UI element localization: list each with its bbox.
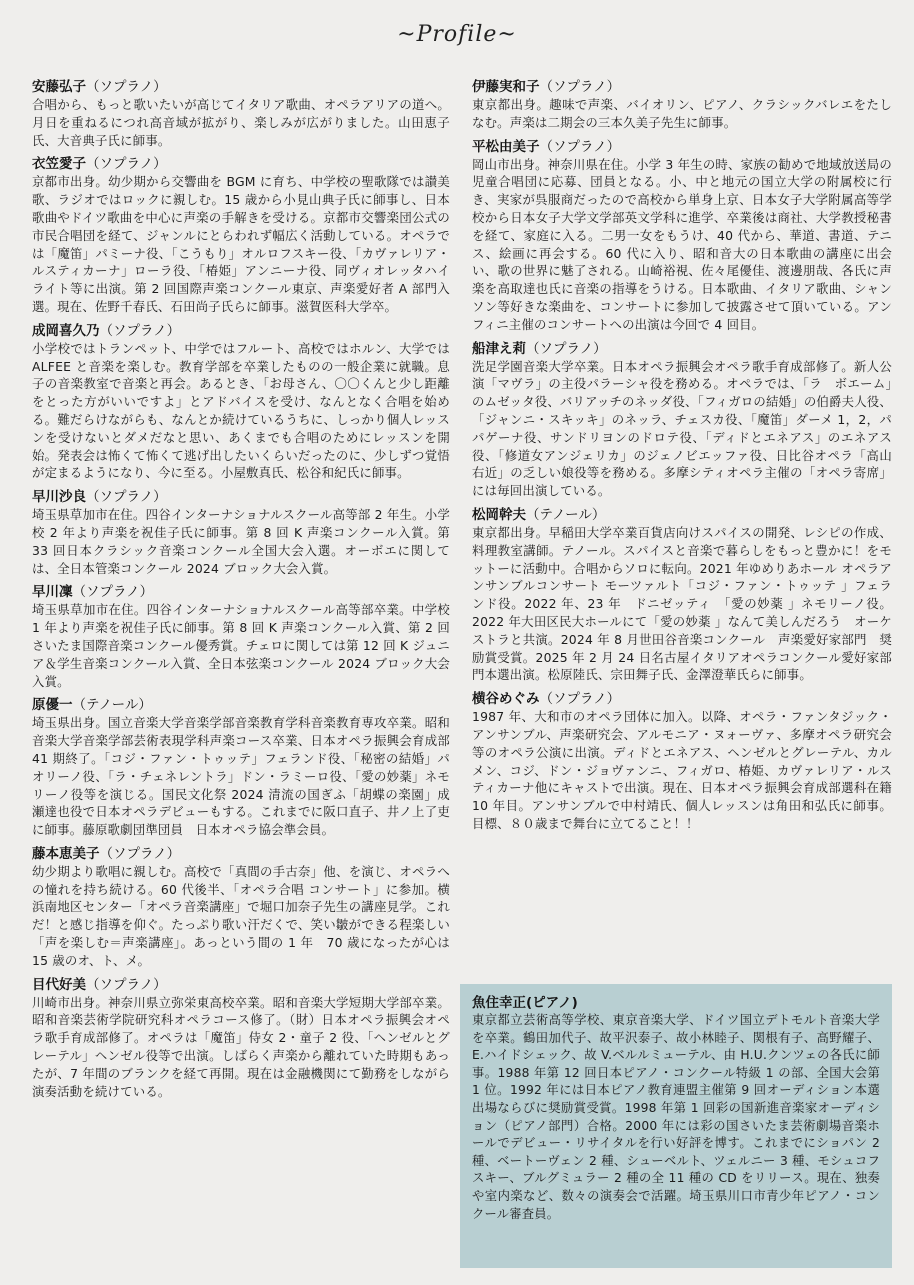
performer-name: 早川凜（ソプラノ） bbox=[32, 584, 154, 601]
performer-bio: 京都市出身。幼少期から交響曲を BGM に育ち、中学校の聖歌隊では讃美歌、ラジオではロックに親しむ。15 歳から小見山典子氏に師事し、日本歌曲やドイツ歌曲を中心に声楽の手解きを受ける。京都市交響楽団公式の市民合唱団を経て、ジャンルにとらわれず幅広く活動している。オペラでは「魔笛」パミーナ役、「こうもり」オルロフスキー役、「カヴァレリア・ルスティカーナ」ローラ役、「椿姫」アンニーナ役、同ヴィオレッタハイライト等に出演。第 2 回国際声楽コンクール東京、声楽愛好者 A 部門入選。現在、佐野千春氏、石田尚子氏らに師事。滋賀医科大学卒。 bbox=[32, 174, 450, 314]
voice-part: （ソプラノ） bbox=[99, 322, 181, 339]
performer-bio: 小学校ではトランペット、中学ではフルート、高校ではホルン、大学では ALFEE と音楽を楽しむ。教育学部を卒業したものの一般企業に就職。息子の音楽教室で音楽と再会。あるとき、「お母さん、〇〇くんと少し距離をとった方がいいですよ」とアドバイスを受け、なんとなく合唱を始める。難だらけながらも、なんとか続けているうちに、しっかり個人レッスンを受けないとダメだなと思い、あくまでも合唱のためにレッスンを開始。発表会は怖くて怖くて逃げ出したいくらいだったのに、少しずつ覚悟が定まるようになり、今に至る。小屋敷真氏、松谷和紀氏に師事。 bbox=[32, 340, 450, 481]
performer-name: 原優一（テノール） bbox=[32, 697, 152, 714]
profile-hara bbox=[32, 696, 450, 839]
voice-part: （ソプラノ） bbox=[526, 340, 607, 357]
performer-bio: 岡山市出身。神奈川県在住。小学 3 年生の時、家族の勧めで地域放送局の児童合唱団に応募、団員となる。小、中と地元の国立大学の附属校に行き、実家が呉服商だったので高校から単身上京、日本女子大学附属高等学校から日本女子大学文学部英文学科に進学、卒業後は商社、大学教授秘書を経て、家庭に入る。二男一女をもうけ、40 代から、華道、書道、テニス、絵画に再会する。60 代に入り、昭和音大の日本歌曲の講座に出会い、歌の世界に魅了される。山崎裕視、佐々尾優佳、渡邊朋哉、各氏に声楽を高取達也氏に音楽の指導をうける。日本歌曲、イタリア歌曲、シャンソン等好きな楽曲を、コンサートに参加して披露させて頂いている。アンフィニ主催のコンサートへの出演は今回で 4 回目。 bbox=[472, 156, 892, 332]
page-title: ~Profile~ bbox=[397, 22, 517, 47]
voice-part: （ソプラノ） bbox=[539, 691, 621, 708]
performer-bio: 東京都出身。趣味で声楽、バイオリン、ピアノ、クラシックバレエをたしなむ。声楽は二期会の三本久美子先生に師事。 bbox=[472, 97, 892, 130]
performer-name: 横谷めぐみ（ソプラノ） bbox=[472, 691, 621, 708]
performer-bio: 幼少期より歌唱に親しむ。高校で「真間の手古奈」他、を演じ、オペラへの憧れを持ち続ける。60 代後半、「オペラ合唱 コンサート」に参加。横浜南地区センター「オペラ音楽講座」で堀口加奈子先生の講座見学。これだ！と感じ指導を仰ぐ。たっぷり歌い汗だくで、笑い皺ができる程楽しい「声を楽しむ＝声楽講座」。あっという間の 1 年 70 歳になったが心は 15 歳のオ、ト、メ。 bbox=[32, 863, 450, 968]
profile-kinugasa bbox=[32, 155, 450, 315]
voice-part: （ソプラノ） bbox=[539, 138, 621, 155]
voice-part: （ソプラノ） bbox=[72, 584, 154, 601]
performer-name: 船津え莉（ソプラノ） bbox=[472, 340, 607, 357]
performer-bio: 合唱から、もっと歌いたいが高じてイタリア歌曲、オペラアリアの道へ。月日を重ねるにつれ高音域が拡がり、楽しみが広がりました。山田恵子氏、大音典子氏に師事。 bbox=[32, 97, 450, 148]
performer-bio: 洗足学園音楽大学卒業。日本オペラ振興会オペラ歌手育成部修了。新人公演「マヴラ」の主役パラーシャ役を務める。オペラでは、「ラ ボエーム」のムゼッタ役、バリアッチのネッダ役、「フィガロの結婚」の伯爵夫人役、「ジャンニ・スキッキ」のネッラ、チェスカ役、「魔笛」ダーメ 1，2，パパゲーナ役、サンドリヨンのドロテ役、「ディドとエネアス」のエネアス役、「修道女アンジェリカ」のジェノビエッファ役、日比谷オペラ「高山右近」の乏しい娘役等を務める。多摩シティオペラ主催の「オペラ寄席」には毎回出演している。 bbox=[472, 358, 892, 499]
profile-funatsu bbox=[472, 340, 892, 500]
performer-bio: 川崎市出身。神奈川県立弥栄東高校卒業。昭和音楽大学短期大学部卒業。昭和音楽芸術学院研究科オペラコース修了。（財）日本オペラ振興会オペラ歌手育成部修了。オペラは「魔笛」侍女 2・童子 2 役、「ヘンゼルとグレーテル」ヘンゼル役等で出演。しばらく声楽から離れていた時期もあったが、7 年間のブランクを経て再開。現在は金融機関にて勤務をしながら演奏活動を続けている。 bbox=[32, 994, 450, 1099]
performer-bio: 埼玉県草加市在住。四谷インターナショナルスクール高等部 2 年生。小学校 2 年より声楽を祝佳子氏に師事。第 8 回 K 声楽コンクール入賞。第 33 回日本クラシック音楽コンクール全国大会入選。オーボエに関しては、全日本管楽コンクール 2024 ブロック大会入賞。 bbox=[32, 507, 450, 576]
voice-part: （ソプラノ） bbox=[86, 79, 167, 95]
voice-part: （テノール） bbox=[526, 506, 606, 523]
right-column bbox=[472, 78, 892, 839]
voice-part: （ソプラノ） bbox=[86, 156, 167, 173]
performer-name: 松岡幹夫（テノール） bbox=[472, 506, 606, 523]
profile-fujimoto bbox=[32, 845, 450, 970]
performer-name: 平松由美子（ソプラノ） bbox=[472, 138, 621, 155]
pianist-name: 魚住幸正(ピアノ) bbox=[472, 995, 578, 1011]
profile-naruoka bbox=[32, 322, 450, 482]
performer-bio: 1987 年、大和市のオペラ団体に加入。以降、オペラ・ファンタジック・アンサンブル、声楽研究会、アルモニア・ヌォーヴァ、多摩オペラ研究会等のオペラ公演に出演。ディドとエネアス、ヘンゼルとグレーテル、カルメン、コジ、ドン・ジョヴァンニ、フィガロ、椿姫、カヴァレリア・ルスティカーナ他にキャストで出演。現在、日本オペラ振興会育成部選科在籍 10 年目。アンサンブルで中村靖氏、個人レッスンは角田和弘氏に師事。目標、８０歳まで舞台に立てること！！ bbox=[472, 709, 892, 831]
profile-hiramatsu bbox=[472, 138, 892, 334]
pianist-bio: 東京都立芸術高等学校、東京音楽大学、ドイツ国立デトモルト音楽大学を卒業。鶴田加代子、故平沢泰子、故小林睦子、関根有子、高野耀子、E.ハイドシェック、故 V.ベルルミューテル、由 H.U.クンツェの各氏に師事。1988 年第 12 回日本ピアノ・コンクール特級 1 の部、全国大会第 1 位。1992 年には日本ピアノ教育連盟主催第 9 回オーディション本選出場ならびに奨励賞受賞。1998 年第 1 回彩の国新進音楽家オーディション（ピアノ部門）合格。2000 年には彩の国さいたま芸術劇場音楽ホールでデビュー・リサイタルを行い好評を博す。これまでにショパン 2 種、ベートーヴェン 2 種、シューベルト、ツェルニー 3 種、モシュコフスキー、ブルグミュラー 2 種の全 11 種の CD をリリース。現在、独奏や室内楽など、数々の演奏会で活躍。埼玉県川口市青少年ピアノ・コンクール審査員。 bbox=[472, 1013, 880, 1221]
profile-ando bbox=[32, 78, 450, 149]
profile-ito bbox=[472, 78, 892, 132]
performer-name: 早川沙良（ソプラノ） bbox=[32, 489, 167, 506]
performer-bio: 東京都出身。早稲田大学卒業百貨店向けスパイスの開発、レシピの作成、料理教室講師。テノール。スパイスと音楽で暮らしをもっと豊かに！をモットーに活動中。合唱からソロに転向。2021 年ゆめりあホール オペラアンサンブルコンサート モーツァルト「コジ・ファン・トゥッテ 」フェランド役。2022 年、23 年 ドニゼッティ 「愛の妙薬 」ネモリーノ役。2022 年大田区民大ホールにて「愛の妙薬 」なんて美しんだろう オーケストラと共演。2024 年 8 月世田谷音楽コンクール 声楽愛好家部門 奨励賞受賞。2025 年 2 月 24 日名古屋イタリアオペラコンクール愛好家部門本選出演。松原陸氏、宗田舞子氏、金澤澄華氏らに師事。 bbox=[472, 524, 892, 683]
profile-mokudai bbox=[32, 976, 450, 1101]
voice-part: （ソプラノ） bbox=[86, 489, 167, 506]
pianist-profile-box bbox=[460, 984, 892, 1268]
performer-name: 衣笠愛子（ソプラノ） bbox=[32, 156, 167, 173]
voice-part: （テノール） bbox=[72, 697, 152, 714]
profile-hayakawa-sara bbox=[32, 488, 450, 577]
voice-part: （ソプラノ） bbox=[86, 976, 167, 993]
profile-yokoya bbox=[472, 690, 892, 833]
left-column bbox=[32, 78, 450, 1106]
performer-name: 安藤弘子（ソプラノ） bbox=[32, 79, 167, 95]
performer-bio: 埼玉県草加市在住。四谷インターナショナルスクール高等部卒業。中学校 1 年より声楽を祝佳子氏に師事。第 8 回 K 声楽コンクール入賞、第 2 回さいたま国際音楽コンクール優秀賞。チェロに関しては第 12 回 K ジュニア＆学生音楽コンクール入賞、全日本弦楽コンクール 2024 ブロック大会入賞。 bbox=[32, 602, 450, 689]
performer-bio: 埼玉県出身。国立音楽大学音楽学部音楽教育学科音楽教育専攻卒業。昭和音楽大学音楽学部芸術表現学科声楽コース卒業、日本オペラ振興会育成部 41 期終了。「コジ・ファン・トゥッテ」フェランド役、「秘密の結婚」パオリーノ役、「ラ・チェネレントラ」ドン・ラミーロ役、「愛の妙薬」ネモリーノ役等を演じる。国民文化祭 2024 清流の国ぎふ「胡蝶の楽園」成瀬達也役で日本オペラデビューもする。これまでに阪口直子、井ノ上了吏に師事。藤原歌劇団準団員 日本オペラ協会準会員。 bbox=[32, 715, 450, 838]
profile-matsuoka bbox=[472, 506, 892, 684]
voice-part: （ソプラノ） bbox=[99, 845, 181, 862]
voice-part: （ソプラノ） bbox=[539, 79, 621, 95]
performer-name: 成岡喜久乃（ソプラノ） bbox=[32, 322, 181, 339]
performer-name: 藤本恵美子（ソプラノ） bbox=[32, 845, 181, 862]
instrument-part: (ピアノ) bbox=[526, 995, 578, 1011]
performer-name: 目代好美（ソプラノ） bbox=[32, 976, 167, 993]
profile-hayakawa-rin bbox=[32, 583, 450, 690]
performer-name: 伊藤実和子（ソプラノ） bbox=[472, 79, 621, 95]
